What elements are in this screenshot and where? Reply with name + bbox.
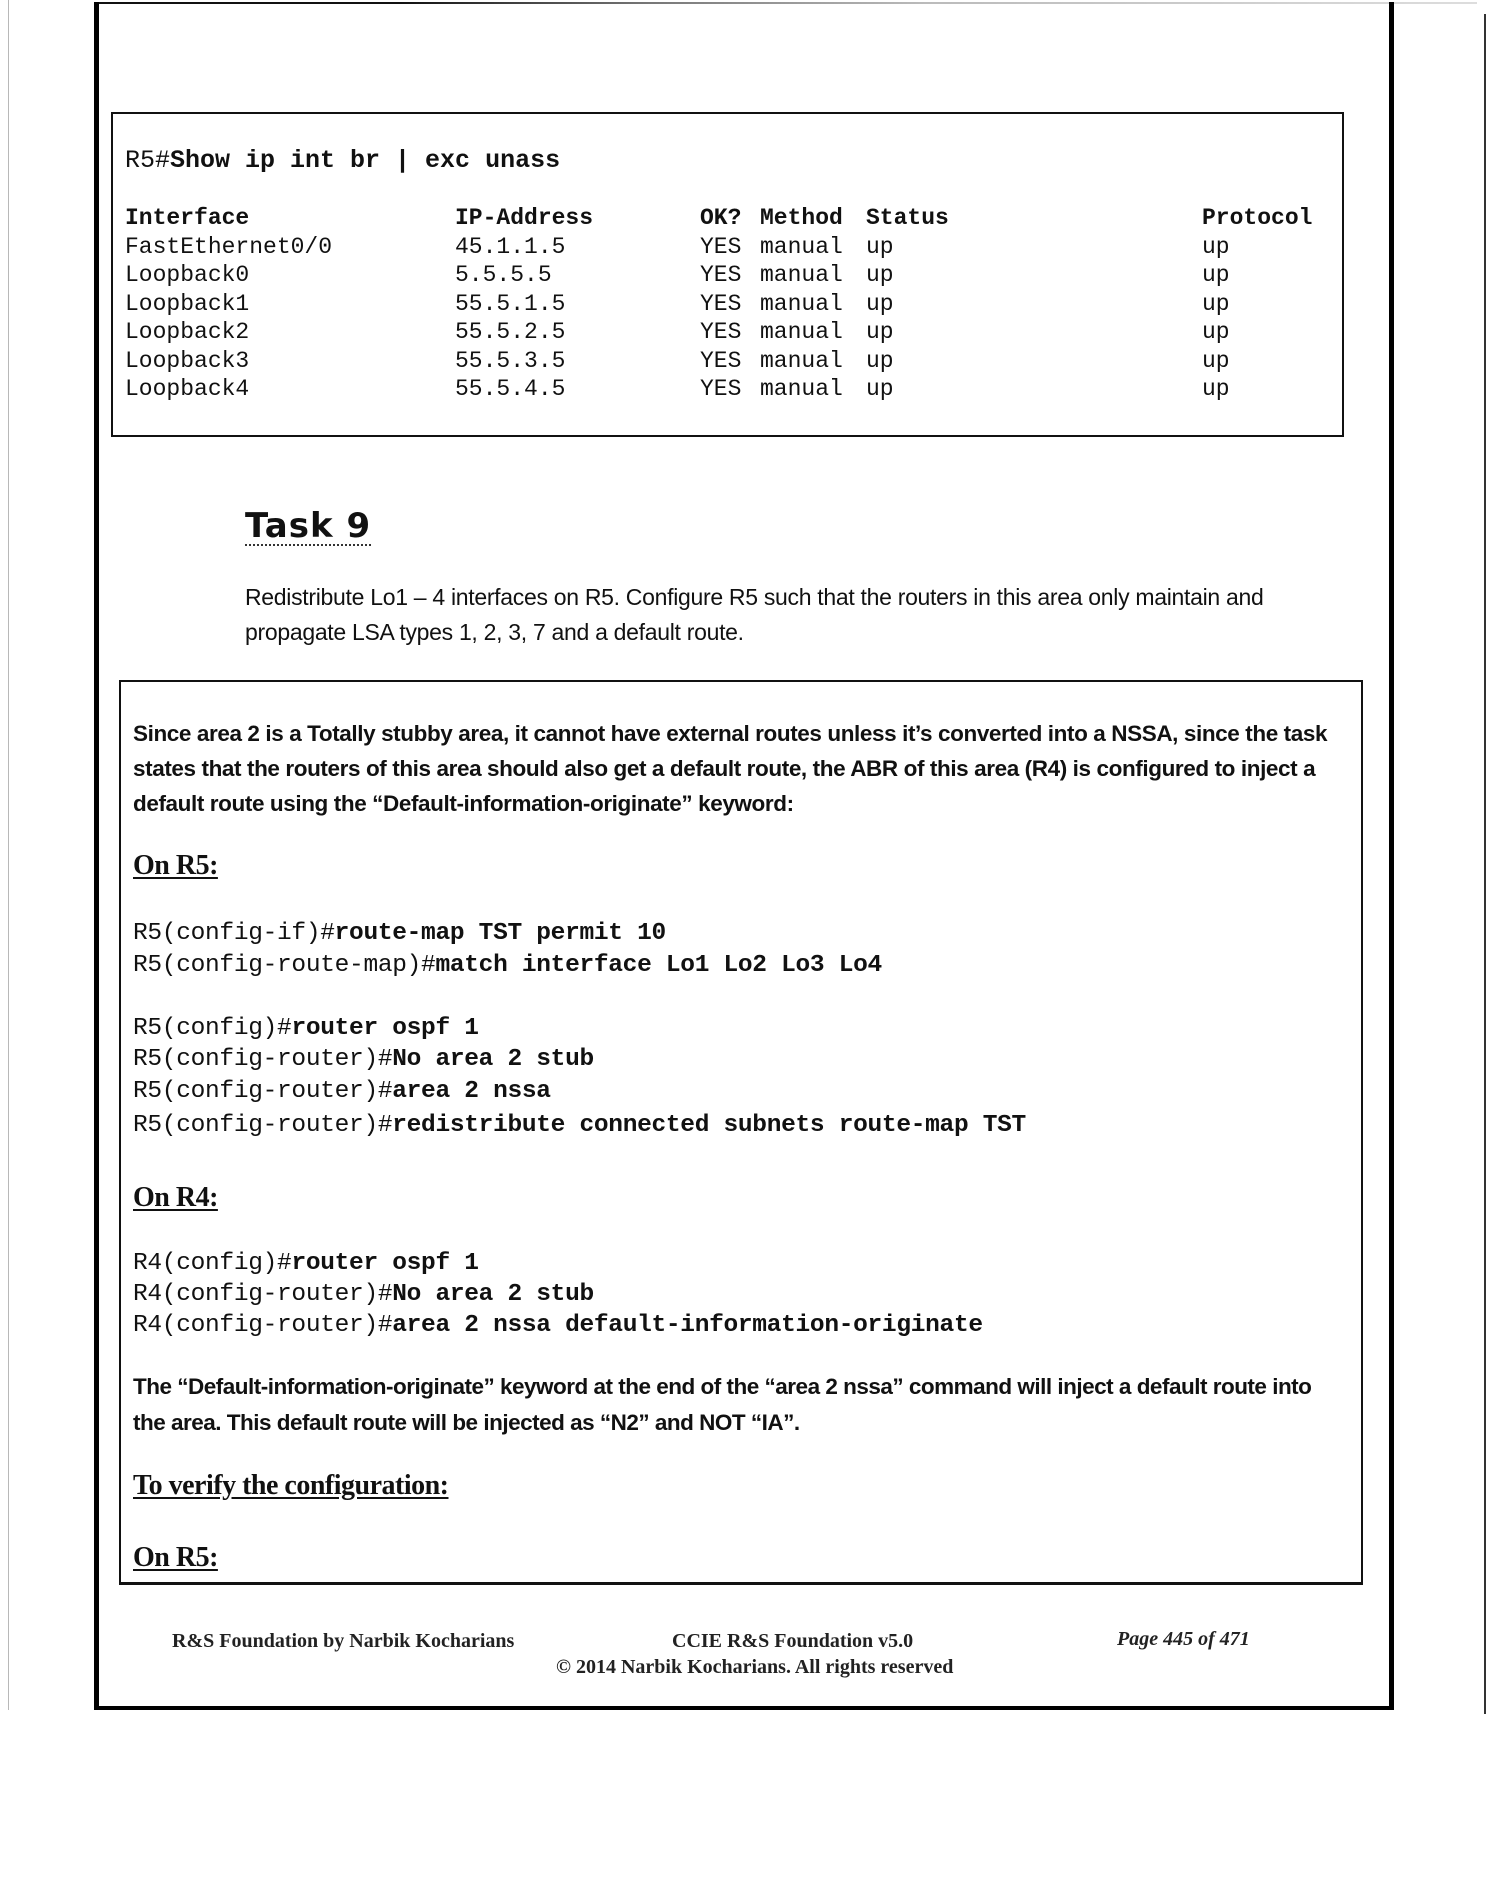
cell-interface: Loopback4 bbox=[125, 376, 250, 402]
column-header-protocol: Protocol bbox=[1202, 205, 1313, 231]
command-output-box bbox=[111, 112, 1344, 437]
config-line bbox=[133, 1078, 551, 1105]
section-heading-verify: To verify the configuration: bbox=[133, 1470, 449, 1501]
scan-edge-left bbox=[8, 0, 9, 1710]
column-header-status: Status bbox=[866, 205, 949, 231]
solution-note: The “Default-information-originate” keyword at the end of the “area 2 nssa” command will inject a default route into the area. This default route will be injected as “N2” and NOT “IA”. bbox=[133, 1374, 1312, 1435]
config-line bbox=[133, 1312, 983, 1339]
cell-protocol: up bbox=[1202, 347, 1230, 374]
cell-method: manual bbox=[760, 376, 843, 402]
config-line bbox=[133, 1281, 594, 1308]
cell-method: manual bbox=[760, 233, 843, 260]
scan-edge-right bbox=[1484, 14, 1486, 1714]
config-command: area 2 nssa default-information-originate bbox=[392, 1312, 983, 1339]
table-row bbox=[125, 290, 1332, 319]
cell-protocol: up bbox=[1202, 376, 1230, 402]
config-command: match interface Lo1 Lo2 Lo3 Lo4 bbox=[435, 952, 882, 979]
column-header-ip-address: IP-Address bbox=[455, 205, 594, 231]
cell-ok: YES bbox=[700, 376, 742, 402]
config-command: route-map TST permit 10 bbox=[334, 920, 666, 947]
cell-ip-address: 5.5.5.5 bbox=[455, 262, 552, 288]
cell-interface: Loopback0 bbox=[125, 262, 250, 288]
table-row bbox=[125, 375, 1332, 404]
config-prompt: R5(config-route-map)# bbox=[133, 952, 436, 979]
config-command: No area 2 stub bbox=[392, 1046, 594, 1073]
footer-copyright: © 2014 Narbik Kocharians. All rights reserved bbox=[556, 1656, 954, 1678]
config-command: area 2 nssa bbox=[392, 1078, 551, 1105]
cell-protocol: up bbox=[1202, 319, 1230, 345]
table-row bbox=[125, 318, 1332, 347]
config-line bbox=[133, 1250, 479, 1277]
config-line bbox=[133, 1015, 479, 1042]
table-row bbox=[125, 261, 1332, 290]
config-line bbox=[133, 952, 882, 979]
solution-box bbox=[119, 680, 1363, 1585]
config-line bbox=[133, 920, 666, 947]
config-command: router ospf 1 bbox=[291, 1015, 479, 1042]
cell-protocol: up bbox=[1202, 262, 1230, 288]
footer-page-number: Page 445 of 471 bbox=[1117, 1628, 1250, 1650]
cell-protocol: up bbox=[1202, 290, 1230, 317]
column-header-method: Method bbox=[760, 205, 843, 231]
cell-method: manual bbox=[760, 290, 843, 317]
command-text: Show ip int br | exc unass bbox=[170, 146, 561, 175]
cell-ok: YES bbox=[700, 262, 742, 288]
task-heading: Task 9 bbox=[245, 506, 372, 546]
cell-ok: YES bbox=[700, 290, 742, 317]
config-prompt: R5(config-router)# bbox=[133, 1078, 393, 1105]
cell-status: up bbox=[866, 290, 894, 317]
config-prompt: R5(config)# bbox=[133, 1015, 292, 1042]
cell-interface: Loopback3 bbox=[125, 347, 250, 374]
cell-ok: YES bbox=[700, 319, 742, 345]
config-prompt: R5(config-router)# bbox=[133, 1112, 393, 1139]
task-description: Redistribute Lo1 – 4 interfaces on R5. Configure R5 such that the routers in this area only maintain and propagate LSA types 1, 2, 3, 7 and a default route. bbox=[245, 584, 1264, 645]
column-header-ok: OK? bbox=[700, 205, 742, 231]
cell-ip-address: 55.5.4.5 bbox=[455, 376, 566, 402]
config-line bbox=[133, 1046, 594, 1073]
config-command: No area 2 stub bbox=[392, 1281, 594, 1308]
cell-interface: Loopback1 bbox=[125, 290, 250, 317]
cell-interface: Loopback2 bbox=[125, 319, 250, 345]
command-line bbox=[125, 146, 560, 175]
cell-status: up bbox=[866, 233, 894, 260]
footer-book-title: CCIE R&S Foundation v5.0 bbox=[672, 1630, 914, 1652]
cell-ip-address: 45.1.1.5 bbox=[455, 233, 566, 260]
cell-status: up bbox=[866, 347, 894, 374]
table-header-row bbox=[125, 204, 1332, 233]
cell-interface: FastEthernet0/0 bbox=[125, 233, 333, 260]
config-prompt: R5(config-if)# bbox=[133, 920, 335, 947]
cell-ip-address: 55.5.1.5 bbox=[455, 290, 566, 317]
cell-method: manual bbox=[760, 347, 843, 374]
cell-method: manual bbox=[760, 262, 843, 288]
interface-table bbox=[125, 204, 1332, 404]
section-heading-on-r5: On R5: bbox=[133, 850, 218, 881]
footer-book-author: R&S Foundation by Narbik Kocharians bbox=[172, 1630, 515, 1652]
config-prompt: R4(config-router)# bbox=[133, 1281, 393, 1308]
cell-ip-address: 55.5.2.5 bbox=[455, 319, 566, 345]
section-heading-on-r4: On R4: bbox=[133, 1182, 218, 1213]
config-prompt: R4(config)# bbox=[133, 1250, 292, 1277]
cell-status: up bbox=[866, 319, 894, 345]
cell-method: manual bbox=[760, 319, 843, 345]
cell-ok: YES bbox=[700, 347, 742, 374]
cell-protocol: up bbox=[1202, 233, 1230, 260]
cell-ip-address: 55.5.3.5 bbox=[455, 347, 566, 374]
command-prompt: R5# bbox=[125, 146, 171, 175]
table-row bbox=[125, 233, 1332, 262]
table-row bbox=[125, 347, 1332, 376]
cell-status: up bbox=[866, 262, 894, 288]
config-command: redistribute connected subnets route-map TST bbox=[392, 1112, 1026, 1139]
solution-intro: Since area 2 is a Totally stubby area, it cannot have external routes unless it’s converted into a NSSA, since the task states that the routers of this area should also get a default route, the ABR of this area (R4) is configured to inject a default route using the “Default-information-originate” keyword: bbox=[133, 721, 1328, 816]
cell-status: up bbox=[866, 376, 894, 402]
section-heading-verify-on-r5: On R5: bbox=[133, 1542, 218, 1573]
config-prompt: R5(config-router)# bbox=[133, 1046, 393, 1073]
column-header-interface: Interface bbox=[125, 205, 250, 231]
config-prompt: R4(config-router)# bbox=[133, 1312, 393, 1339]
cell-ok: YES bbox=[700, 233, 742, 260]
config-command: router ospf 1 bbox=[291, 1250, 479, 1277]
config-line bbox=[133, 1112, 1026, 1139]
